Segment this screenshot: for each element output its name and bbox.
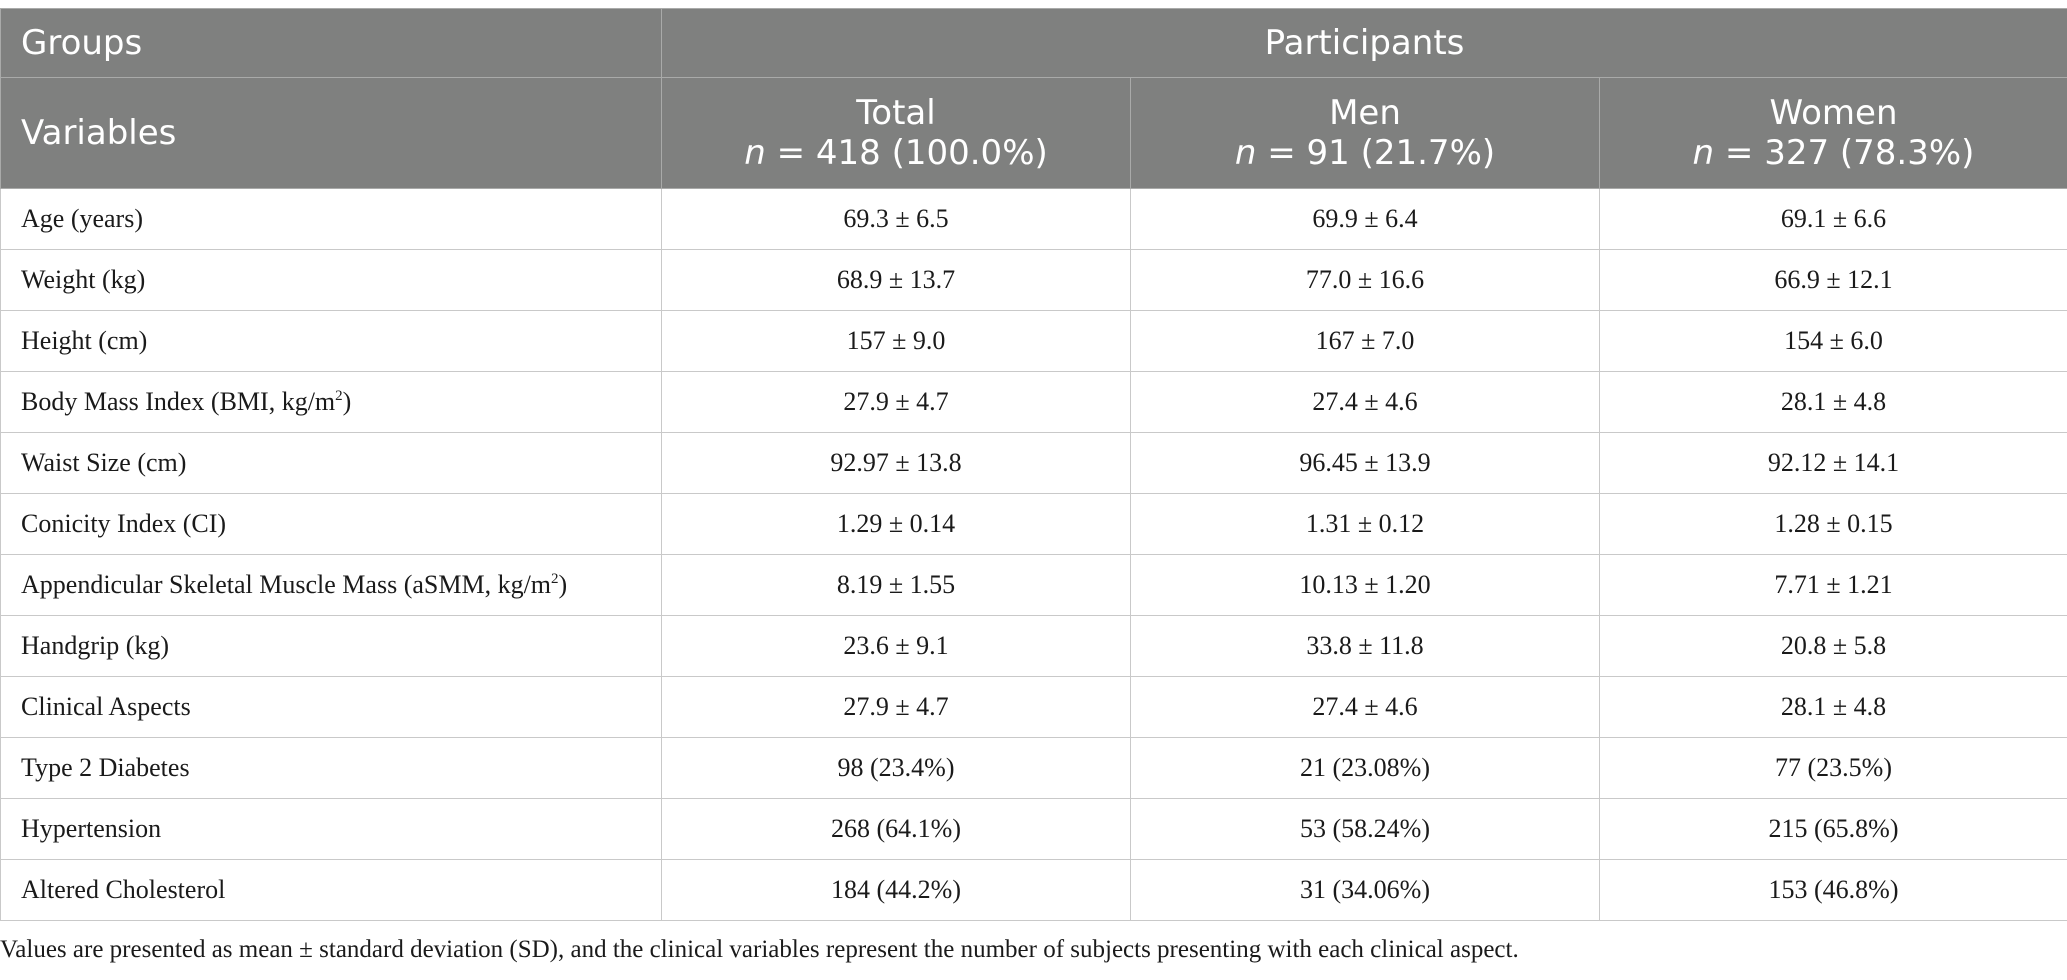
men-value-cell: 77.0 ± 16.6	[1131, 250, 1600, 311]
n-count: = 327 (78.3%)	[1714, 133, 1975, 173]
variable-label: Clinical Aspects	[21, 692, 191, 721]
column-title: Men	[1329, 93, 1401, 133]
men-value-cell: 27.4 ± 4.6	[1131, 372, 1600, 433]
total-value-cell: 27.9 ± 4.7	[662, 372, 1131, 433]
women-value-cell: 1.28 ± 0.15	[1600, 494, 2067, 555]
variable-cell	[1, 860, 662, 921]
variable-label: Waist Size (cm)	[21, 448, 187, 477]
total-value-cell: 184 (44.2%)	[662, 860, 1131, 921]
total-value-cell: 92.97 ± 13.8	[662, 433, 1131, 494]
variable-cell	[1, 311, 662, 372]
women-value-cell: 92.12 ± 14.1	[1600, 433, 2067, 494]
men-value-cell: 69.9 ± 6.4	[1131, 189, 1600, 250]
participants-table	[0, 8, 2067, 921]
total-value-cell: 23.6 ± 9.1	[662, 616, 1131, 677]
women-value-cell: 7.71 ± 1.21	[1600, 555, 2067, 616]
men-value-cell: 167 ± 7.0	[1131, 311, 1600, 372]
men-value-cell: 27.4 ± 4.6	[1131, 677, 1600, 738]
data-table-container	[0, 8, 2067, 921]
men-value-cell: 53 (58.24%)	[1131, 799, 1600, 860]
n-symbol: n	[1692, 133, 1715, 173]
column-title: Women	[1769, 93, 1898, 133]
women-value-cell: 66.9 ± 12.1	[1600, 250, 2067, 311]
variable-label: Altered Cholesterol	[21, 875, 226, 904]
variables-header: Variables	[1, 78, 662, 189]
table-row	[1, 189, 2067, 250]
variable-cell	[1, 555, 662, 616]
variable-cell	[1, 799, 662, 860]
table-row	[1, 860, 2067, 921]
variable-cell	[1, 372, 662, 433]
women-value-cell: 154 ± 6.0	[1600, 311, 2067, 372]
men-value-cell: 96.45 ± 13.9	[1131, 433, 1600, 494]
women-value-cell: 77 (23.5%)	[1600, 738, 2067, 799]
variable-cell	[1, 250, 662, 311]
table-row	[1, 738, 2067, 799]
unit-superscript: 2	[551, 571, 559, 587]
column-header-women	[1600, 78, 2067, 189]
variable-label: Handgrip (kg)	[21, 631, 170, 660]
men-value-cell: 33.8 ± 11.8	[1131, 616, 1600, 677]
variable-label-end: )	[342, 387, 352, 416]
variable-label-end: )	[558, 570, 568, 599]
men-value-cell: 31 (34.06%)	[1131, 860, 1600, 921]
variable-cell	[1, 494, 662, 555]
men-value-cell: 21 (23.08%)	[1131, 738, 1600, 799]
variable-label: Body Mass Index (BMI, kg/m	[21, 387, 336, 416]
table-body	[1, 189, 2067, 921]
variable-label: Height (cm)	[21, 326, 148, 355]
table-row	[1, 250, 2067, 311]
variable-label: Appendicular Skeletal Muscle Mass (aSMM, kg/m	[21, 570, 552, 599]
total-value-cell: 1.29 ± 0.14	[662, 494, 1131, 555]
table-row	[1, 433, 2067, 494]
variable-label: Type 2 Diabetes	[21, 753, 190, 782]
women-value-cell: 28.1 ± 4.8	[1600, 677, 2067, 738]
n-symbol: n	[744, 133, 766, 173]
table-footnote: Values are presented as mean ± standard deviation (SD), and the clinical variables represent the number of subjects presenting with each clinical aspect.	[0, 936, 1519, 963]
variable-cell	[1, 616, 662, 677]
table-row	[1, 616, 2067, 677]
variable-cell	[1, 677, 662, 738]
total-value-cell: 157 ± 9.0	[662, 311, 1131, 372]
variable-cell	[1, 433, 662, 494]
table-header	[1, 9, 2067, 189]
total-value-cell: 268 (64.1%)	[662, 799, 1131, 860]
total-value-cell: 68.9 ± 13.7	[662, 250, 1131, 311]
variable-label: Hypertension	[21, 814, 162, 843]
table-row	[1, 311, 2067, 372]
table-row	[1, 555, 2067, 616]
header-row-variables	[1, 78, 2067, 189]
column-header-men	[1131, 78, 1600, 189]
women-value-cell: 153 (46.8%)	[1600, 860, 2067, 921]
variable-cell	[1, 189, 662, 250]
total-value-cell: 98 (23.4%)	[662, 738, 1131, 799]
total-value-cell: 69.3 ± 6.5	[662, 189, 1131, 250]
variable-label: Weight (kg)	[21, 265, 146, 294]
women-value-cell: 20.8 ± 5.8	[1600, 616, 2067, 677]
men-value-cell: 1.31 ± 0.12	[1131, 494, 1600, 555]
unit-superscript: 2	[335, 388, 343, 404]
table-row	[1, 677, 2067, 738]
variable-label: Conicity Index (CI)	[21, 509, 227, 538]
women-value-cell: 28.1 ± 4.8	[1600, 372, 2067, 433]
n-symbol: n	[1234, 133, 1257, 173]
column-header-total	[662, 78, 1131, 189]
n-count: = 418 (100.0%)	[765, 133, 1048, 173]
variable-cell	[1, 738, 662, 799]
column-title: Total	[856, 93, 936, 133]
table-row	[1, 494, 2067, 555]
men-value-cell: 10.13 ± 1.20	[1131, 555, 1600, 616]
total-value-cell: 8.19 ± 1.55	[662, 555, 1131, 616]
women-value-cell: 215 (65.8%)	[1600, 799, 2067, 860]
total-value-cell: 27.9 ± 4.7	[662, 677, 1131, 738]
participants-header: Participants	[662, 9, 2067, 78]
header-row-groups	[1, 9, 2067, 78]
groups-header: Groups	[1, 9, 662, 78]
women-value-cell: 69.1 ± 6.6	[1600, 189, 2067, 250]
table-row	[1, 799, 2067, 860]
variable-label: Age (years)	[21, 204, 143, 233]
table-row	[1, 372, 2067, 433]
n-count: = 91 (21.7%)	[1256, 133, 1496, 173]
